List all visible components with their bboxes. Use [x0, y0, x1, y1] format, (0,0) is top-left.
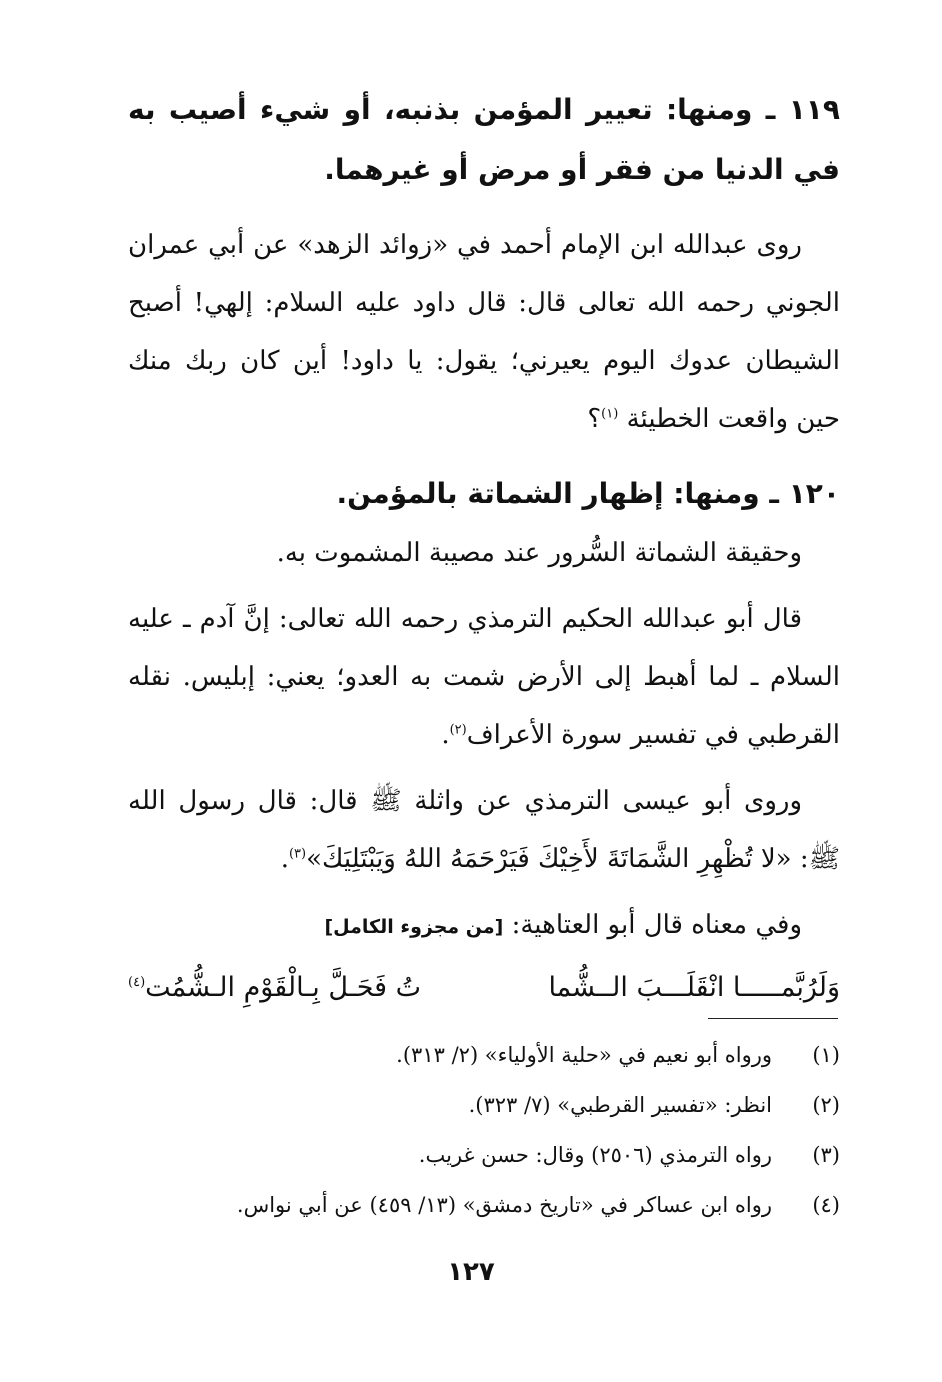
footnote-number: (١)	[812, 1043, 840, 1067]
footnote-text: رواه الترمذي (٢٥٠٦) وقال: حسن غريب.	[418, 1143, 772, 1167]
verse-first-hemistich: وَلَرُبَّمـــــا انْقَلَـــبَ الــشُّما	[548, 972, 840, 1003]
footnote-number: (٤)	[812, 1193, 840, 1217]
poem-verse	[128, 958, 840, 1018]
verse-second-hemistich	[128, 958, 421, 1018]
poetry-intro	[128, 896, 840, 956]
footnote-divider	[708, 1018, 838, 1019]
hadith-paragraph	[128, 772, 840, 888]
hadith-end: .	[280, 844, 289, 874]
section-119-end: ؟	[587, 404, 602, 434]
footnote-ref-3[interactable]: (٣)	[288, 846, 307, 862]
hadith-text: وروى أبو عيسى الترمذي عن واثلة ﷺ قال: قال رسول الله ﷺ: «لا تُظْهِرِ الشَّمَاتَةَ لأَخِيْكَ فَيَرْحَمَهُ اللهُ وَيَبْتَلِيَكَ»	[128, 786, 840, 874]
footnote-text: انظر: «تفسير القرطبي» (٧/ ٣٢٣).	[468, 1093, 772, 1117]
footnote-text: ورواه أبو نعيم في «حلية الأولياء» (٢/ ٣١٣).	[396, 1043, 772, 1067]
footnote-ref-2[interactable]: (٢)	[449, 722, 467, 738]
section-119-paragraph	[128, 216, 840, 448]
footnote-ref-1[interactable]: (١)	[601, 406, 619, 422]
footnote-text: رواه ابن عساكر في «تاريخ دمشق» (١٣/ ٤٥٩) عن أبي نواس.	[236, 1193, 772, 1217]
poetry-intro-text: وفي معناه قال أبو العتاهية:	[503, 910, 802, 940]
footnote-ref-4[interactable]: (٤)	[128, 975, 146, 990]
hakim-quote	[128, 590, 840, 764]
verse-second-text: تُ فَحَـلَّ بِـالْقَوْمِ الـشُّمُت	[145, 972, 422, 1003]
footnote-number: (٣)	[812, 1143, 840, 1167]
main-text	[128, 80, 840, 1018]
page-number: ١٢٧	[447, 1257, 495, 1287]
hakim-quote-text: قال أبو عبدالله الحكيم الترمذي رحمه الله تعالى: إنَّ آدم ـ عليه السلام ـ لما أهبط إلى الأرض شمت به العدو؛ يعني: إبليس. نقله القرطبي في تفسير سورة الأعراف	[128, 604, 840, 750]
section-120-heading: ١٢٠ ـ ومنها: إظهار الشماتة بالمؤمن.	[336, 477, 840, 510]
footnote-2	[150, 1080, 840, 1130]
meter-label: [من مجزوء الكامل]	[324, 916, 504, 938]
section-119-text: روى عبدالله ابن الإمام أحمد في «زوائد الزهد» عن أبي عمران الجوني رحمه الله تعالى قال: قال داود عليه السلام: إلهي! أصبح الشيطان عدوك اليوم يعيرني؛ يقول: يا داود! أين كان ربك منك حين واقعت الخطيئة	[128, 230, 840, 434]
shamata-definition: وحقيقة الشماتة السُّرور عند مصيبة المشموت به.	[276, 538, 802, 568]
footnote-number: (٢)	[812, 1093, 840, 1117]
footnote-3	[150, 1130, 840, 1180]
footnote-1	[150, 1030, 840, 1080]
section-119-heading: ١١٩ ـ ومنها: تعيير المؤمن بذنبه، أو شيء أصيب به في الدنيا من فقر أو مرض أو غيرهما.	[128, 93, 840, 186]
hakim-quote-end: .	[441, 720, 450, 750]
footnotes	[150, 1030, 840, 1230]
footnote-4	[150, 1180, 840, 1230]
